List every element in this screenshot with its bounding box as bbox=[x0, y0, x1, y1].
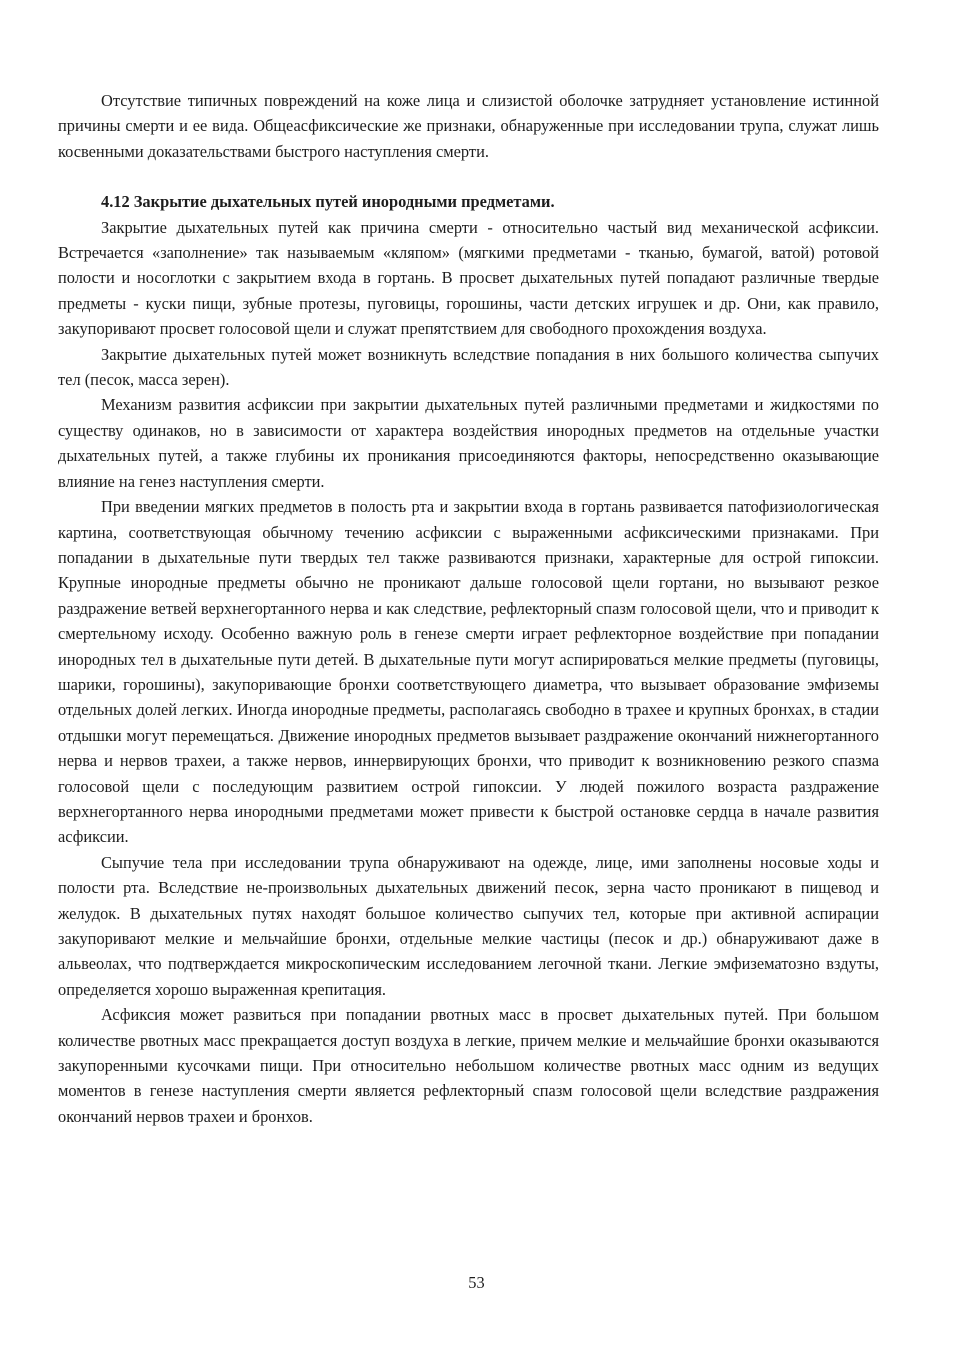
paragraph-2: Закрытие дыхательных путей может возникнуть вследствие попадания в них большого количества сыпучих тел (песок, масса зерен). bbox=[58, 344, 879, 390]
intro-paragraph: Отсутствие типичных повреждений на коже лица и слизистой оболочке затрудняет установление истинной причины смерти и ее вида. Общеасфиксические же признаки, обнаруженные при исследовании трупа, служат лишь косвенными доказательствами быстрого наступления смерти. bbox=[58, 91, 879, 161]
page-number: 53 bbox=[468, 1273, 485, 1292]
paragraph-1: Закрытие дыхательных путей как причина смерти - относительно частый вид механической асфиксии. Встречается «заполнение» так называемым «кляпом» (мягкими предметами - тканью, бумагой, ватой) ротовой полости и носоглотки с закрытием входа в гортань. В просвет дыхательных путей попадают различные твердые предметы - куски пищи, зубные протезы, пуговицы, горошины, части детских игрушек и др. Они, как правило, закупоривают просвет голосовой щели и служат препятствием для свободного прохождения воздуха. bbox=[58, 217, 879, 339]
section-heading: 4.12 Закрытие дыхательных путей инородными предметами. bbox=[101, 192, 555, 212]
page-body bbox=[58, 88, 879, 1129]
paragraph-3: Механизм развития асфиксии при закрытии дыхательных путей различными предметами и жидкостями по существу одинаков, но в зависимости от характера воздействия инородных предметов на отдельные участки дыхательных путей, а также глубины их проникания присоединяются факторы, непосредственно оказывающие влияние на генез наступления смерти. bbox=[58, 395, 879, 491]
paragraph-6: Асфиксия может развиться при попадании рвотных масс в просвет дыхательных путей. При большом количестве рвотных масс прекращается доступ воздуха в легкие, причем мелкие и мельчайшие бронхи оказываются закупоренными кусочками пищи. При относительно небольшом количестве рвотных масс одним из ведущих моментов в генезе наступления смерти является рефлекторный спазм голосовой щели вследствие раздражения окончаний нервов трахеи и бронхов. bbox=[58, 1005, 879, 1126]
paragraph-4: При введении мягких предметов в полость рта и закрытии входа в гортань развивается патофизиологическая картина, соответствующая обычному течению асфиксии с выраженными асфиксическими признаками. При попадании в дыхательные пути твердых тел также развиваются признаки, характерные для острой гипоксии. Крупные инородные предметы обычно не проникают дальше голосовой щели гортани, но вызывают резкое раздражение ветвей верхнегортанного нерва и как следствие, рефлекторный спазм голосовой щели, что и приводит к смертельному исходу. Особенно важную роль в генезе смерти играет рефлекторное воздействие при попадании инородных тел в дыхательные пути детей. В дыхательные пути могут аспирироваться мелкие предметы (пуговицы, шарики, горошины), закупоривающие бронхи соответствующего диаметра, что вызывает образование эмфиземы отдельных долей легких. Иногда инородные предметы, располагаясь свободно в трахее и крупных бронхах, в стадии отдышки могут перемещаться. Движение инородных предметов вызывает раздражение окончаний нижнегортанного нерва и нервов трахеи, а также нервов, иннервирующих бронхи, что приводит к возникновению резкого спазма голосовой щели с последующим развитием острой гипоксии. У людей пожилого возраста раздражение верхнегортанного нерва инородными предметами может привести к быстрой остановке сердца в начале развития асфиксии. bbox=[58, 497, 879, 847]
paragraph-5: Сыпучие тела при исследовании трупа обнаруживают на одежде, лице, ими заполнены носовые ходы и полости рта. Вследствие не-произвольных дыхательных движений песок, зерна часто проникают в пищевод и желудок. В дыхательных путях находят большое количество сыпучих тел, которые при активной аспирации закупоривают мелкие и мельчайшие бронхи, отдельные мелкие частицы (песок и др.) обнаруживают даже в альвеолах, что подтверждается микроскопическим исследованием легочной ткани. Легкие эмфизематозно вздуты, определяется хорошо выраженная крепитация. bbox=[58, 852, 879, 999]
